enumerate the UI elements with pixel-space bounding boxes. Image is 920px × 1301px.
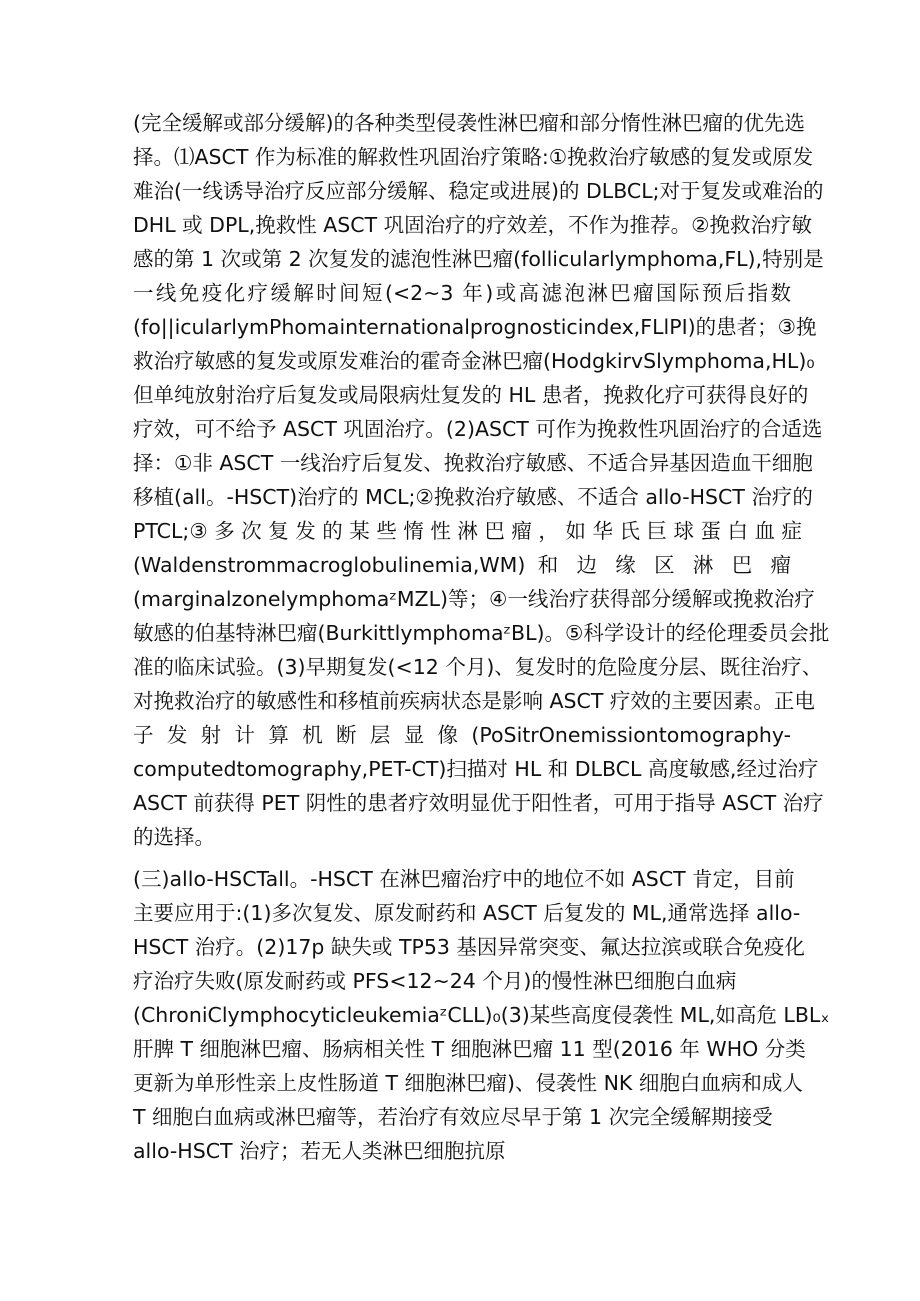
text-line: T 细胞白血病或淋巴瘤等，若治疗有效应尽早于第 1 次完全缓解期接受 xyxy=(133,1105,773,1129)
text-line: allo-HSCT 治疗；若无人类淋巴细胞抗原 xyxy=(133,1139,506,1163)
text-line: (Waldenstrommacroglobulinemia,WM) 和 边 缘 区 淋 巴 瘤 xyxy=(133,553,791,577)
text-line: 感的第 1 次或第 2 次复发的滤泡性淋巴瘤(follicularlymphoma,FL),特别是 xyxy=(133,247,824,271)
text-line: ASCT 前获得 PET 阴性的患者疗效明显优于阳性者，可用于指导 ASCT 治疗 xyxy=(133,791,824,815)
text-line: (ChroniClymphocyticleukemiaᶻCLL)₀(3)某些高度侵袭性 ML,如高危 LBLₓ xyxy=(133,1003,830,1027)
text-line: 准的临床试验。(3)早期复发(<12 个月)、复发时的危险度分层、既往治疗、 xyxy=(133,655,823,679)
text-line: 移植(all。-HSCT)治疗的 MCL;②挽救治疗敏感、不适合 allo-HSCT 治疗的 xyxy=(133,485,813,509)
text-line: 但单纯放射治疗后复发或局限病灶复发的 HL 患者，挽救化疗可获得良好的 xyxy=(133,383,809,407)
text-line: 择。⑴ASCT 作为标准的解救性巩固治疗策略:①挽救治疗敏感的复发或原发 xyxy=(133,145,814,169)
text-line: 一线免疫化疗缓解时间短(<2~3 年)或高滤泡淋巴瘤国际预后指数 xyxy=(133,281,791,305)
text-line: 救治疗敏感的复发或原发难治的霍奇金淋巴瘤(HodgkirvSlymphoma,HL)₀ xyxy=(133,349,815,373)
text-line: 疗效，可不给予 ASCT 巩固治疗。(2)ASCT 可作为挽救性巩固治疗的合适选 xyxy=(133,417,823,441)
text-line: 主要应用于:(1)多次复发、原发耐药和 ASCT 后复发的 ML,通常选择 allo- xyxy=(133,901,801,925)
text-line: 子 发 射 计 算 机 断 层 显 像 (PoSitrOnemissiontomography- xyxy=(133,723,791,747)
text-line: (三)allo-HSCTall。-HSCT 在淋巴瘤治疗中的地位不如 ASCT 肯定，目前 xyxy=(133,867,795,891)
text-line: 更新为单形性亲上皮性肠道 T 细胞淋巴瘤)、侵袭性 NK 细胞白血病和成人 xyxy=(133,1071,803,1095)
text-line: 敏感的伯基特淋巴瘤(BurkittlymphomaᶻBL)。⑤科学设计的经伦理委员会批 xyxy=(133,621,830,645)
text-line: PTCL;③ 多 次 复 发 的 某 些 惰 性 淋 巴 瘤 ， 如 华 氏 巨 球 蛋 白 血 症 xyxy=(133,519,803,543)
text-line: 疗治疗失败(原发耐药或 PFS<12~24 个月)的慢性淋巴细胞白血病 xyxy=(133,969,737,993)
text-line: (marginalzonelymphomaᶻMZL)等；④一线治疗获得部分缓解或挽救治疗 xyxy=(133,587,815,611)
text-line: 难治(一线诱导治疗反应部分缓解、稳定或进展)的 DLBCL;对于复发或难治的 xyxy=(133,179,824,203)
text-line: DHL 或 DPL,挽救性 ASCT 巩固治疗的疗效差，不作为推荐。②挽救治疗敏 xyxy=(133,213,813,237)
text-line: 择：①非 ASCT 一线治疗后复发、挽救治疗敏感、不适合异基因造血干细胞 xyxy=(133,451,813,475)
text-line: 肝脾 T 细胞淋巴瘤、肠病相关性 T 细胞淋巴瘤 11 型(2016 年 WHO 分类 xyxy=(133,1037,806,1061)
text-line: 对挽救治疗的敏感性和移植前疾病状态是影响 ASCT 疗效的主要因素。正电 xyxy=(133,689,815,713)
text-line: computedtomography,PET-CT)扫描对 HL 和 DLBCL 高度敏感,经过治疗 xyxy=(133,757,819,781)
text-line: HSCT 治疗。(2)17p 缺失或 TP53 基因异常突变、氟达拉滨或联合免疫化 xyxy=(133,935,805,959)
text-line: (完全缓解或部分缓解)的各种类型侵袭性淋巴瘤和部分惰性淋巴瘤的优先选 xyxy=(133,111,805,135)
text-line: (fo||icularlymPhomainternationalprognosticindex,FLlPI)的患者；③挽 xyxy=(133,315,817,339)
text-line: 的选择。 xyxy=(133,825,215,849)
